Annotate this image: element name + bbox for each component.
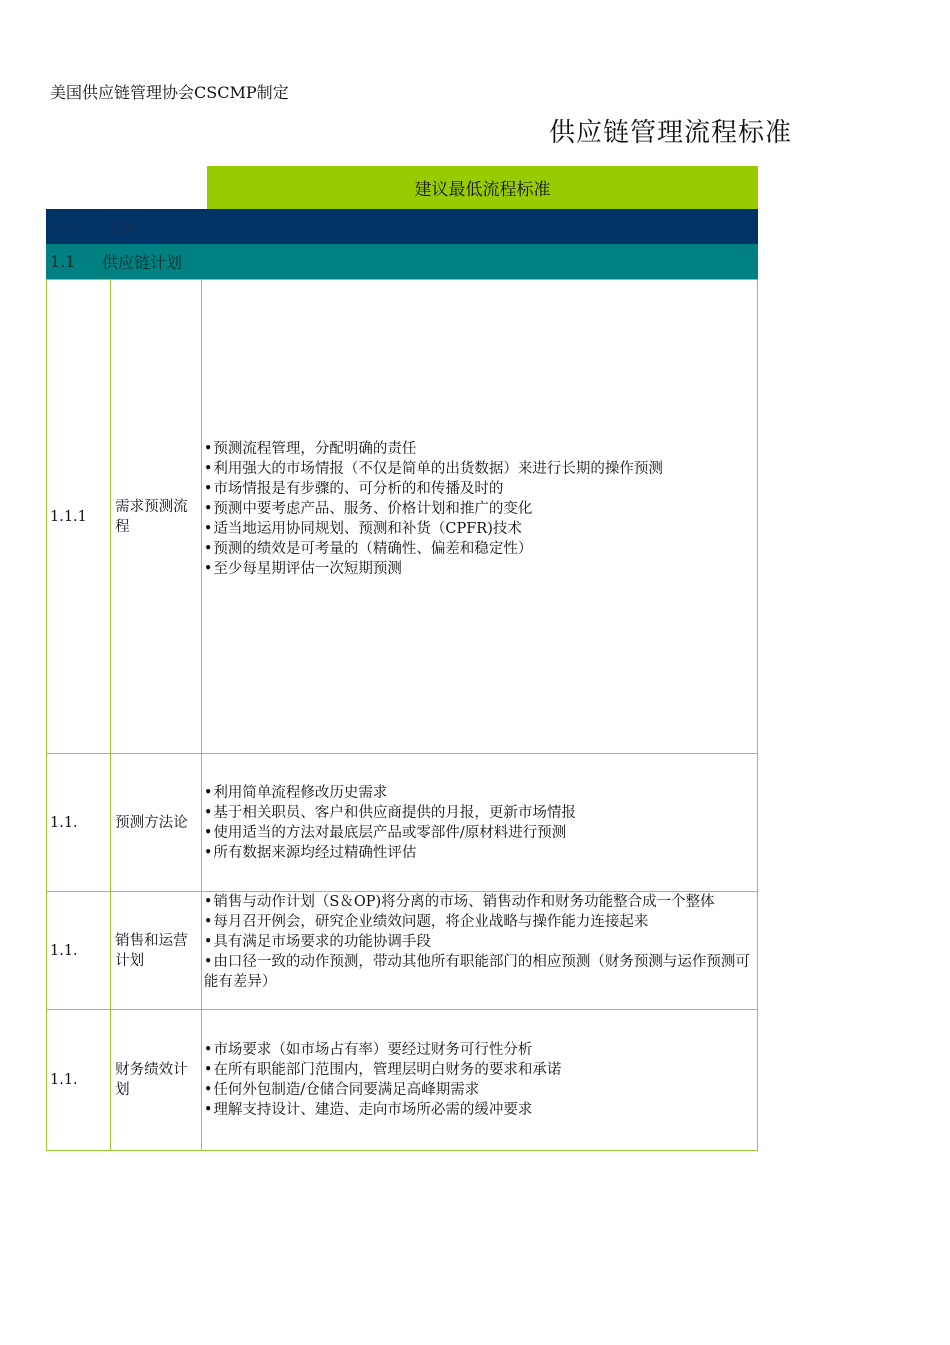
standard-item: • 所有数据来源均经过精确性评估 — [204, 843, 755, 863]
standard-item: • 至少每星期评估一次短期预测 — [204, 559, 755, 579]
standard-item: • 销售与动作计划（S＆OP)将分离的市场、销售动作和财务功能整合成一个整体 — [204, 892, 755, 912]
standards-table — [46, 279, 758, 1151]
standard-item: • 预测流程管理，分配明确的责任 — [204, 439, 755, 459]
row-id: 1.1. — [47, 754, 111, 892]
section-level2 — [46, 244, 758, 279]
standard-item: • 适当地运用协同规划、预测和补货（CPFR)技术 — [204, 519, 755, 539]
row-process-name: 销售和运营计划 — [111, 892, 202, 1010]
row-id: 1.1. — [47, 1010, 111, 1151]
table-row — [47, 754, 758, 892]
row-id: 1.1.1 — [47, 280, 111, 754]
standard-item: • 利用强大的市场情报（不仅是简单的出货数据）来进行长期的操作预测 — [204, 459, 755, 479]
standard-item: • 任何外包制造/仓储合同要满足高峰期需求 — [204, 1080, 755, 1100]
section-level1-number: 1.0 — [50, 217, 76, 236]
row-process-name: 预测方法论 — [111, 754, 202, 892]
issuing-organization: 美国供应链管理协会CSCMP制定 — [50, 83, 289, 102]
row-standards — [201, 754, 757, 892]
standard-item: • 理解支持设计、建造、走向市场所必需的缓冲要求 — [204, 1100, 755, 1120]
table-row — [47, 1010, 758, 1151]
section-level2-label: 供应链计划 — [102, 253, 183, 272]
row-standards — [201, 1010, 757, 1151]
standard-item: • 预测的绩效是可考量的（精确性、偏差和稳定性） — [204, 539, 755, 559]
column-header: 建议最低流程标准 — [207, 166, 758, 209]
row-standards — [201, 892, 757, 1010]
standard-item: • 利用简单流程修改历史需求 — [204, 783, 755, 803]
standard-item: • 具有满足市场要求的功能协调手段 — [204, 932, 755, 952]
section-level2-number: 1.1 — [50, 252, 76, 271]
row-id: 1.1. — [47, 892, 111, 1010]
row-process-name: 需求预测流程 — [111, 280, 202, 754]
section-level1-label: 计划 — [102, 218, 135, 237]
section-level1 — [46, 209, 758, 244]
table-row — [47, 280, 758, 754]
standard-item: • 使用适当的方法对最底层产品或零部件/原材料进行预测 — [204, 823, 755, 843]
table-row — [47, 892, 758, 1010]
standard-item: • 市场要求（如市场占有率）要经过财务可行性分析 — [204, 1040, 755, 1060]
page-title: 供应链管理流程标准 — [549, 118, 793, 148]
standard-item: • 由口径一致的动作预测，带动其他所有职能部门的相应预测（财务预测与运作预测可能有差异） — [204, 952, 755, 992]
standard-item: • 预测中要考虑产品、服务、价格计划和推广的变化 — [204, 499, 755, 519]
standard-item: • 每月召开例会，研究企业绩效问题，将企业战略与操作能力连接起来 — [204, 912, 755, 932]
standard-item: • 市场情报是有步骤的、可分析的和传播及时的 — [204, 479, 755, 499]
standard-item: • 在所有职能部门范围内，管理层明白财务的要求和承诺 — [204, 1060, 755, 1080]
standard-item: • 基于相关职员、客户和供应商提供的月报，更新市场情报 — [204, 803, 755, 823]
row-standards — [201, 280, 757, 754]
row-process-name: 财务绩效计划 — [111, 1010, 202, 1151]
